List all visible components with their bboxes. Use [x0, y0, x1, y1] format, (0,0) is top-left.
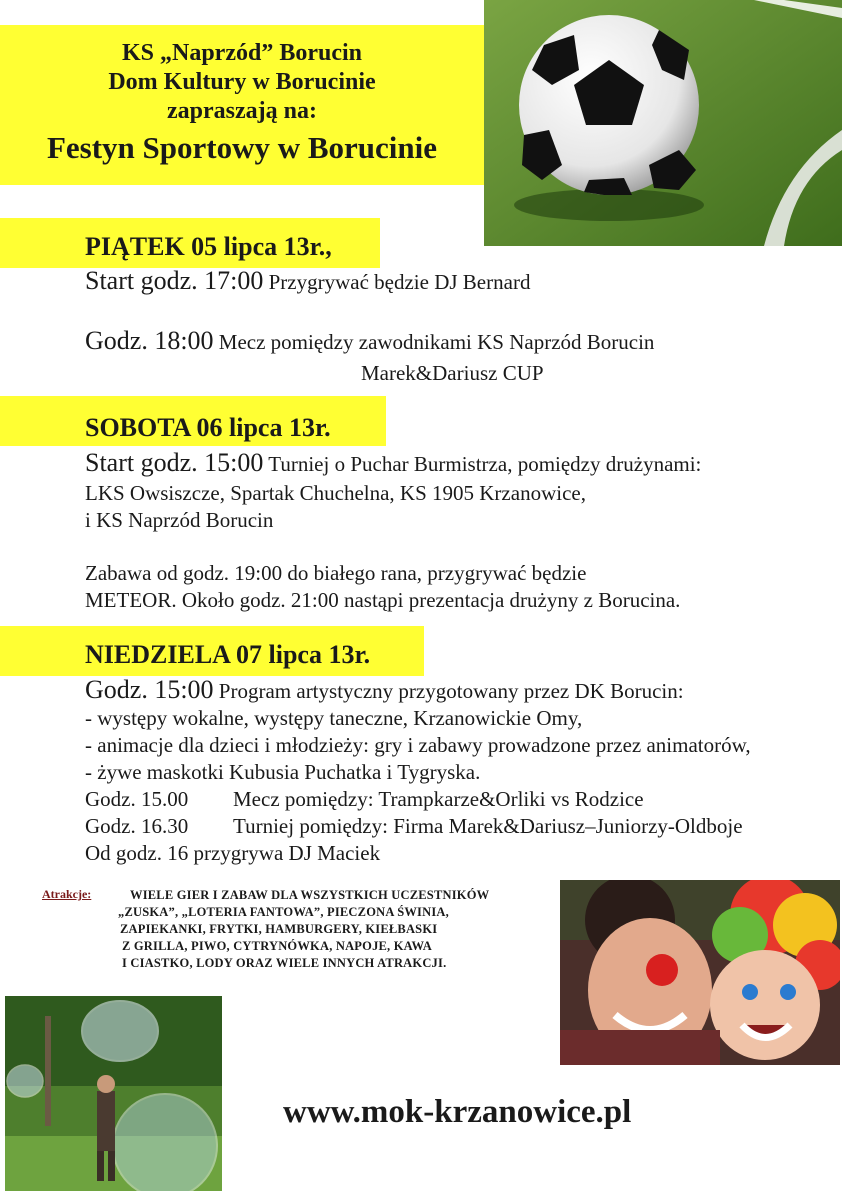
bubbles-photo — [5, 996, 222, 1191]
friday-label: PIĄTEK 05 lipca 13r., — [85, 232, 332, 261]
friday-match-cup: Marek&Dariusz CUP — [361, 361, 544, 385]
sunday-label: NIEDZIELA 07 lipca 13r. — [85, 640, 371, 669]
attractions-line: Z GRILLA, PIWO, CYTRYNÓWKA, NAPOJE, KAWA — [122, 939, 433, 953]
invite-line: zapraszają na: — [167, 98, 317, 124]
soccer-ball-photo — [484, 0, 842, 246]
soccer-ball-illustration — [484, 0, 842, 246]
attractions-line: ZAPIEKANKI, FRYTKI, HAMBURGERY, KIEŁBASKI — [120, 922, 438, 936]
sunday-start-line — [85, 677, 684, 704]
clowns-photo — [560, 880, 840, 1065]
sunday-item: - animacje dla dzieci i młodzieży: gry i zabawy prowadzone przez animatorów, — [85, 733, 751, 757]
friday-start-line — [85, 268, 530, 295]
sunday-match1-time: Godz. 15.00 — [85, 787, 189, 811]
friday-match-desc: Mecz pomiędzy zawodnikami KS Naprzód Borucin — [213, 330, 655, 354]
attractions-list — [116, 887, 489, 972]
saturday-label: SOBOTA 06 lipca 13r. — [85, 413, 331, 442]
saturday-start-line — [85, 450, 701, 477]
friday-match-line — [85, 328, 654, 355]
header-banner — [0, 25, 484, 185]
saturday-party-line2: METEOR. Około godz. 21:00 nastąpi prezentacja drużyny z Borucina. — [85, 588, 681, 612]
friday-start-time: Start godz. 17:00 — [85, 266, 264, 295]
attractions-line: WIELE GIER I ZABAW DLA WSZYSTKICH UCZESTNIKÓW — [130, 888, 490, 902]
saturday-start-desc: Turniej o Puchar Burmistrza, pomiędzy drużynami: — [263, 452, 702, 476]
sunday-match1-desc: Mecz pomiędzy: Trampkarze&Orliki vs Rodzice — [233, 787, 644, 811]
friday-match-time: Godz. 18:00 — [85, 326, 214, 355]
sunday-match2-desc: Turniej pomiędzy: Firma Marek&Dariusz–Juniorzy-Oldboje — [233, 814, 743, 838]
organizer-line: KS „Naprzód” Borucin — [121, 40, 363, 66]
sunday-start-time: Godz. 15:00 — [85, 675, 214, 704]
co-organizer-line: Dom Kultury w Borucinie — [108, 69, 376, 95]
sunday-dj: Od godz. 16 przygrywa DJ Maciek — [85, 841, 381, 865]
attractions-label: Atrakcje: — [42, 887, 92, 901]
saturday-teams-line2: i KS Naprzód Borucin — [85, 508, 274, 532]
friday-start-desc: Przygrywać będzie DJ Bernard — [263, 270, 531, 294]
sunday-start-desc: Program artystyczny przygotowany przez DK Borucin: — [213, 679, 684, 703]
saturday-party-line1: Zabawa od godz. 19:00 do białego rana, przygrywać będzie — [85, 561, 587, 585]
clowns-illustration — [560, 880, 840, 1065]
saturday-start-time: Start godz. 15:00 — [85, 448, 264, 477]
event-title: Festyn Sportowy w Borucinie — [46, 130, 438, 165]
attractions-line: I CIASTKO, LODY ORAZ WIELE INNYCH ATRAKCJI. — [122, 956, 447, 970]
sunday-item: - żywe maskotki Kubusia Puchatka i Tygryska. — [85, 760, 481, 784]
bubbles-illustration — [5, 996, 222, 1191]
sunday-match2-time: Godz. 16.30 — [85, 814, 189, 838]
website-link[interactable]: www.mok-krzanowice.pl — [283, 1094, 632, 1130]
sunday-item: - występy wokalne, występy taneczne, Krzanowickie Omy, — [85, 706, 583, 730]
saturday-teams-line1: LKS Owsiszcze, Spartak Chuchelna, KS 1905 Krzanowice, — [85, 481, 586, 505]
attractions-line: „ZUSKA”, „LOTERIA FANTOWA”, PIECZONA ŚWINIA, — [118, 905, 449, 919]
